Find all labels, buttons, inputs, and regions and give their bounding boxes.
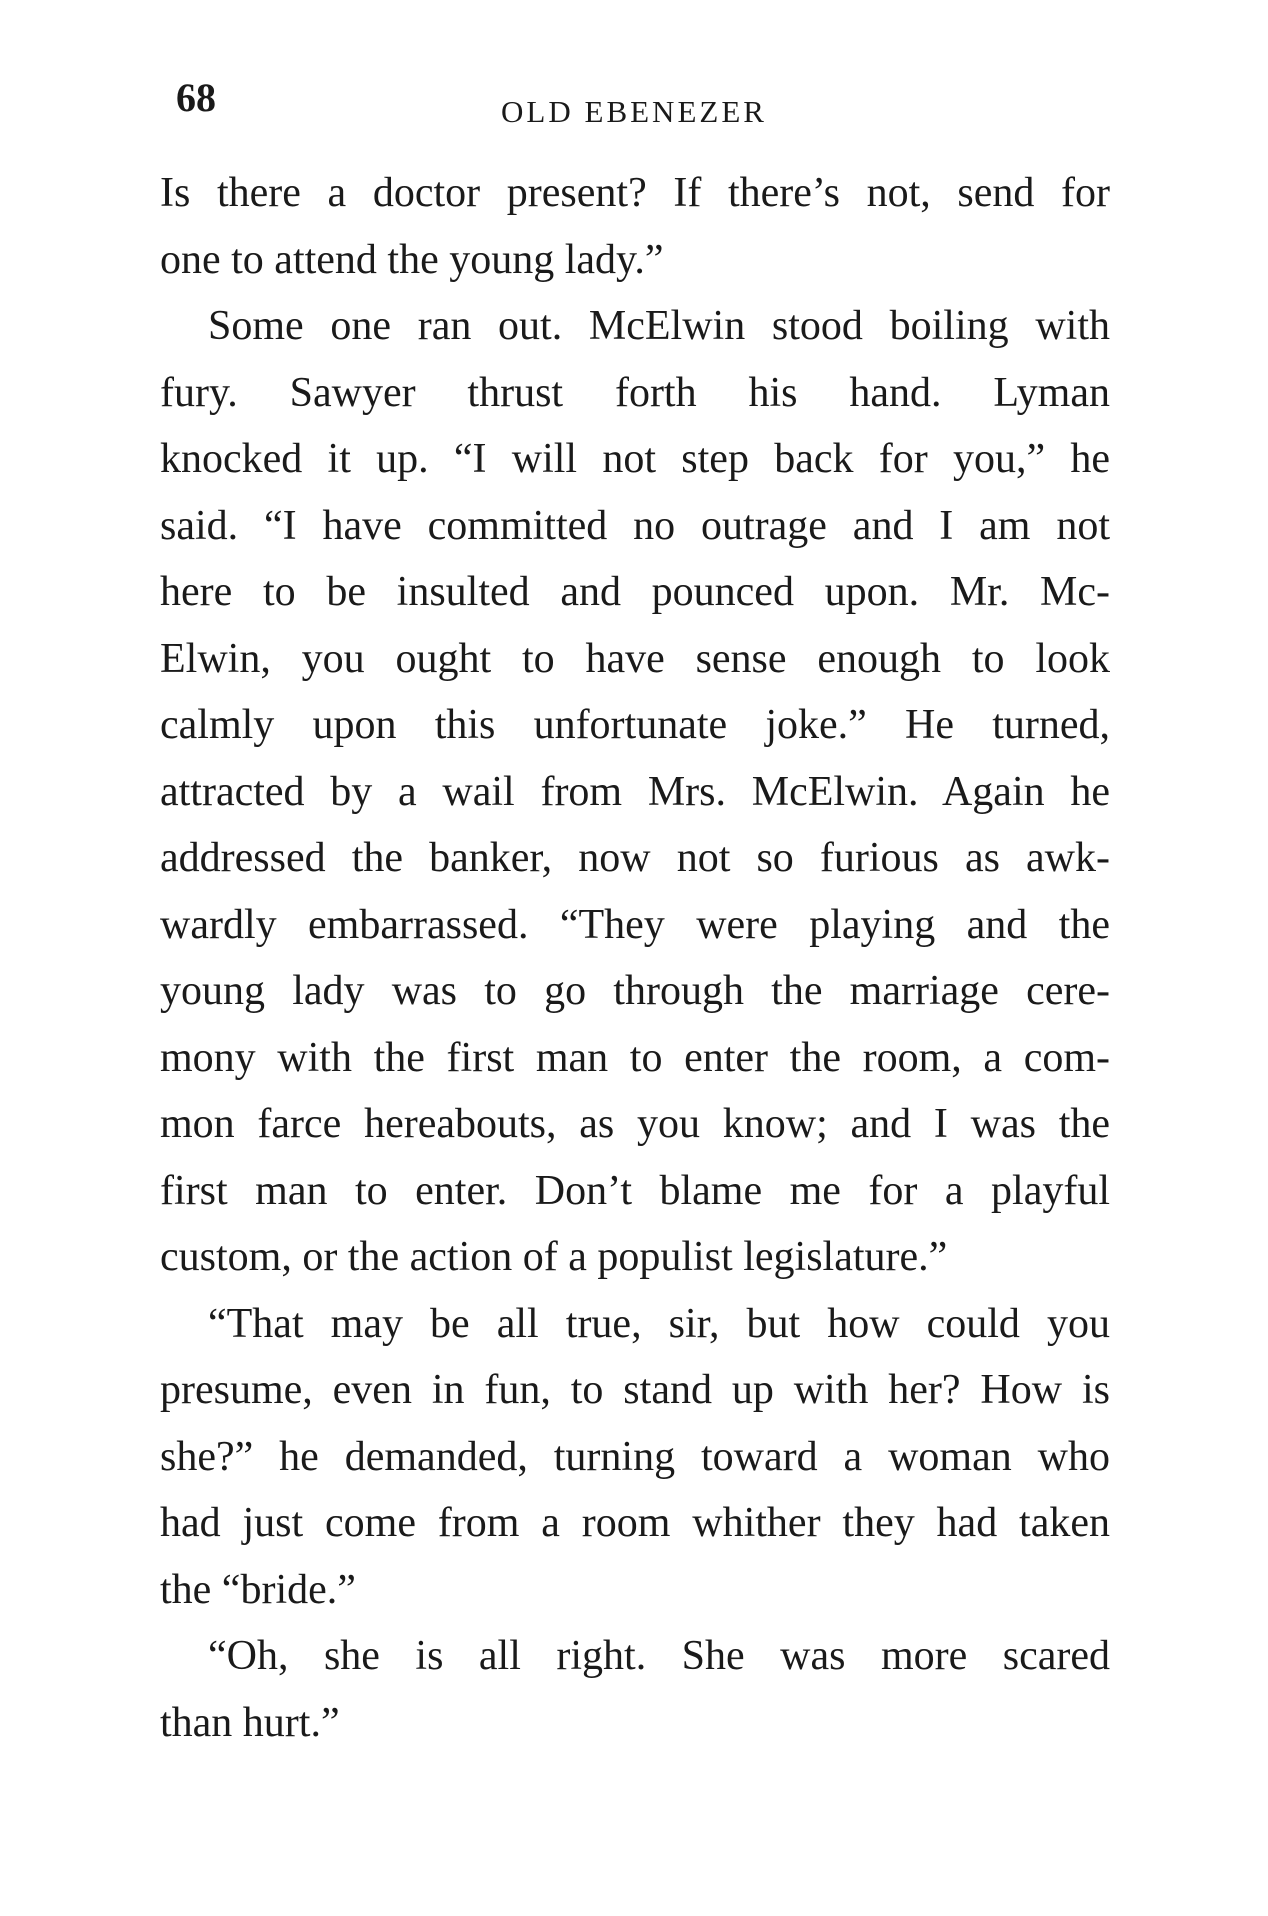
text-line: one to attend the young lady.”	[160, 236, 664, 283]
text-line: Elwin, you ought to have sense enough to look	[160, 635, 1110, 682]
text-line: mony with the first man to enter the room, a com-	[160, 1034, 1110, 1081]
text-line: attracted by a wail from Mrs. McElwin. Again he	[160, 768, 1110, 815]
text-line: custom, or the action of a populist legislature.”	[160, 1234, 948, 1280]
text-line: said. “I have committed no outrage and I am not	[160, 502, 1110, 549]
text-line: had just come from a room whither they had taken	[160, 1500, 1110, 1546]
text-line: Is there a doctor present? If there’s not, send for	[160, 170, 1110, 216]
body-text	[160, 160, 1110, 1756]
text-line: young lady was to go through the marriage cere-	[160, 968, 1110, 1014]
text-line: fury. Sawyer thrust forth his hand. Lyman	[160, 369, 1110, 416]
text-line: presume, even in fun, to stand up with her? How is	[160, 1367, 1110, 1413]
page-number: 68	[176, 75, 216, 120]
text-line: mon farce hereabouts, as you know; and I was the	[160, 1101, 1110, 1147]
text-line: addressed the banker, now not so furious as awk-	[160, 835, 1110, 881]
text-line: Some one ran out. McElwin stood boiling with	[208, 303, 1110, 349]
text-line: than hurt.”	[160, 1699, 340, 1746]
text-line: knocked it up. “I will not step back for you,” he	[160, 436, 1110, 482]
text-line: calmly upon this unfortunate joke.” He turned,	[160, 702, 1110, 748]
paragraph	[160, 293, 1110, 1291]
text-line: the “bride.”	[160, 1566, 356, 1613]
text-line: “That may be all true, sir, but how could you	[208, 1300, 1110, 1347]
paragraph	[160, 160, 1110, 293]
running-title: OLD EBENEZER	[501, 94, 767, 129]
text-line: here to be insulted and pounced upon. Mr. Mc-	[160, 569, 1110, 615]
text-line: first man to enter. Don’t blame me for a playful	[160, 1167, 1110, 1214]
paragraph	[160, 1623, 1110, 1756]
text-line: “Oh, she is all right. She was more scared	[208, 1633, 1110, 1679]
text-line: wardly embarrassed. “They were playing and the	[160, 901, 1110, 948]
text-line: she?” he demanded, turning toward a woman who	[160, 1433, 1110, 1480]
paragraph	[160, 1291, 1110, 1624]
